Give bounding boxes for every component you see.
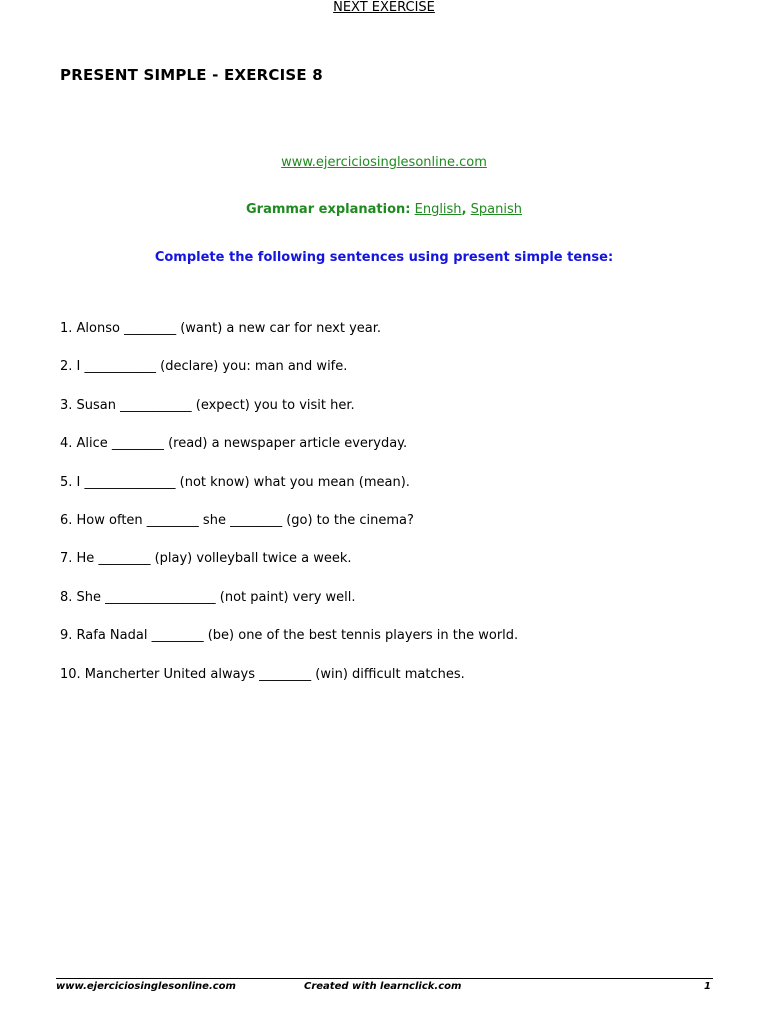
grammar-explanation	[0, 202, 768, 217]
sentence-item: 5. I ______________ (not know) what you mean (mean).	[60, 474, 410, 490]
sentence-item: 9. Rafa Nadal ________ (be) one of the best tennis players in the world.	[60, 628, 519, 644]
sentence-item: 8. She _________________ (not paint) very well.	[60, 589, 356, 605]
page-title: PRESENT SIMPLE - EXERCISE 8	[60, 66, 323, 84]
footer-created: Created with learnclick.com	[304, 981, 462, 992]
instructions: Complete the following sentences using present simple tense:	[154, 250, 614, 265]
grammar-label: Grammar explanation:	[245, 202, 411, 217]
footer-page-number: 1	[704, 981, 711, 992]
sentence-list	[60, 320, 518, 704]
sentence-item: 1. Alonso ________ (want) a new car for next year.	[60, 321, 382, 336]
sentence-item: 7. He ________ (play) volleyball twice a week.	[60, 551, 352, 567]
grammar-english-link[interactable]: English	[414, 202, 462, 217]
sentence-item: 10. Mancherter United always ________ (win) difficult matches.	[60, 666, 465, 682]
grammar-spanish-link[interactable]: Spanish	[470, 202, 522, 217]
sentence-item: 6. How often ________ she ________ (go) to the cinema?	[60, 512, 414, 528]
site-link[interactable]: www.ejerciciosinglesonline.com	[281, 155, 487, 170]
footer-site: www.ejerciciosinglesonline.com	[56, 981, 236, 992]
grammar-separator: ,	[461, 202, 467, 217]
sentence-item: 2. I ___________ (declare) you: man and wife.	[60, 359, 348, 375]
sentence-item: 3. Susan ___________ (expect) you to visit her.	[60, 397, 355, 413]
footer-divider	[56, 978, 713, 979]
next-exercise-link[interactable]: NEXT EXERCISE	[333, 0, 435, 15]
sentence-item: 4. Alice ________ (read) a newspaper article everyday.	[60, 436, 408, 452]
